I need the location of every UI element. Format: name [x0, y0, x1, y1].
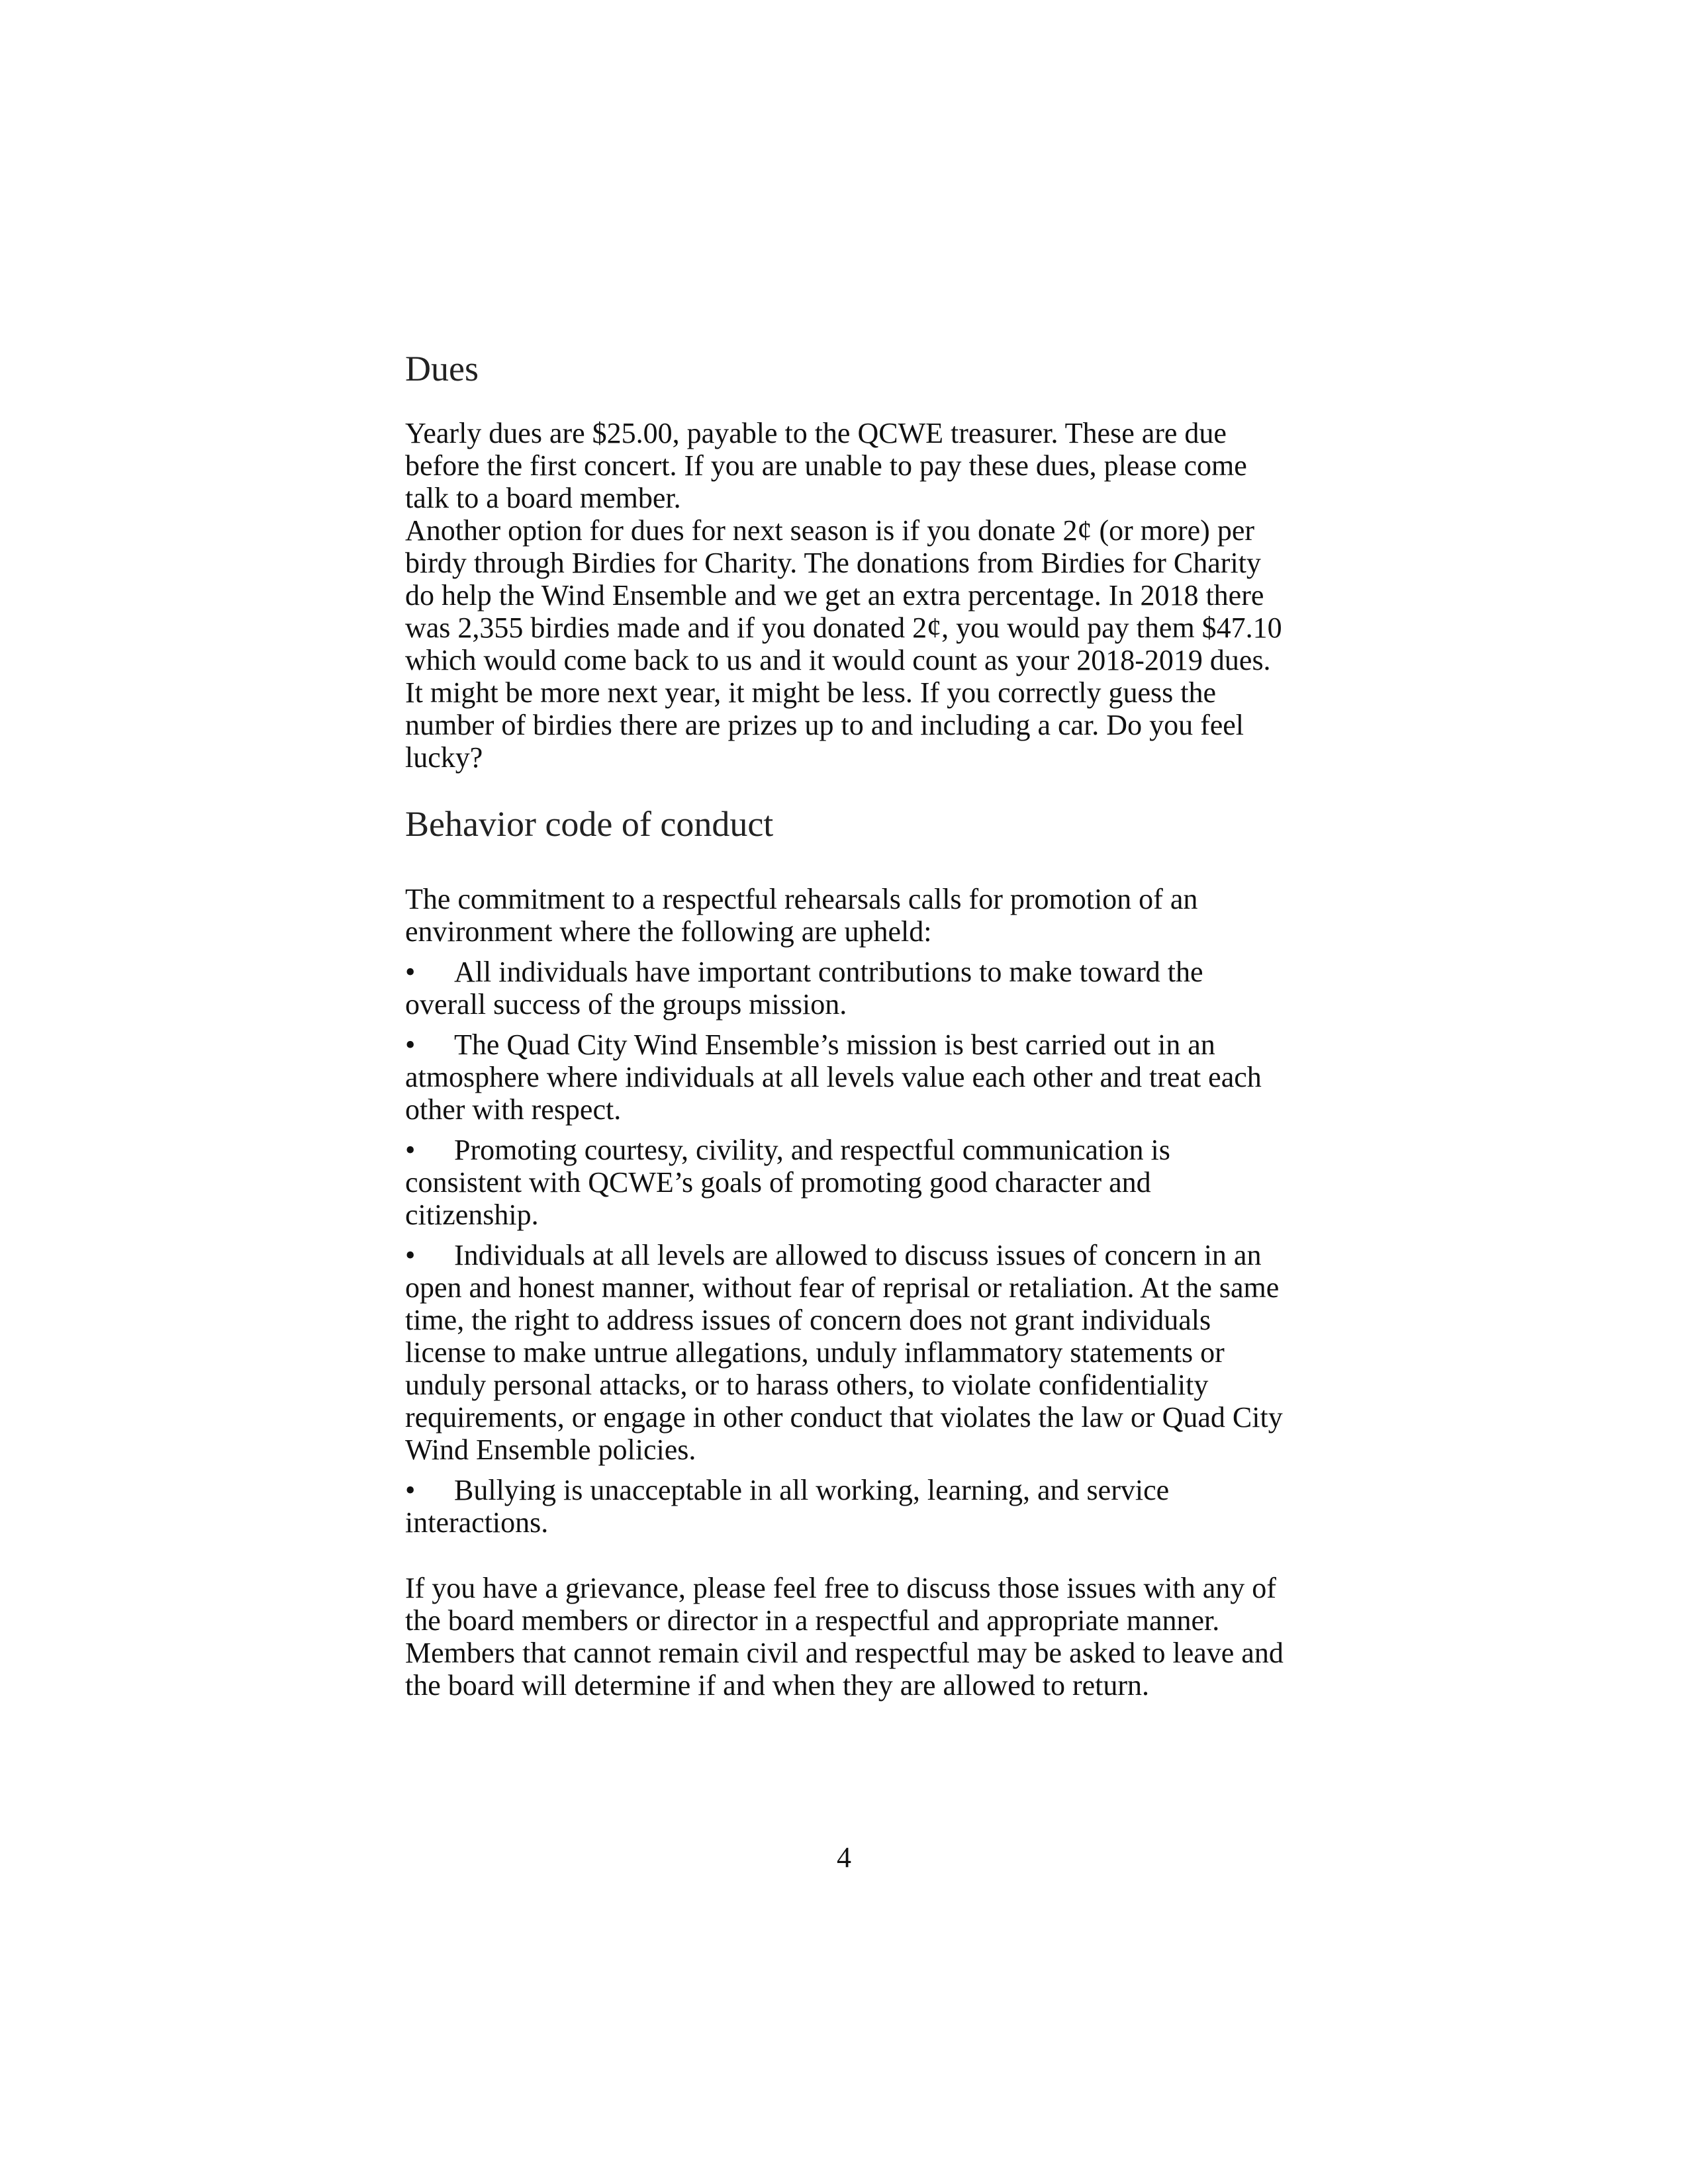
list-item [405, 1028, 1286, 1126]
list-item-text: Promoting courtesy, civility, and respectful communication is consistent with QCWE’s goals of promoting good character and citizenship. [405, 1133, 1170, 1231]
list-item-text: The Quad City Wind Ensemble’s mission is best carried out in an atmosphere where individuals at all levels value each other and treat each other with respect. [405, 1028, 1262, 1126]
dues-heading: Dues [405, 349, 479, 388]
list-item [405, 1134, 1286, 1231]
behavior-heading: Behavior code of conduct [405, 803, 774, 844]
bullet-icon: • [405, 955, 416, 988]
bullet-icon: • [405, 1473, 416, 1506]
list-item [405, 1474, 1286, 1539]
page-number: 4 [837, 1841, 851, 1874]
page-content [405, 347, 1286, 1702]
list-item [405, 956, 1286, 1021]
bullet-icon: • [405, 1133, 416, 1166]
list-item [405, 1239, 1286, 1466]
list-item-text: All individuals have important contributions to make toward the overall success of the groups mission. [405, 955, 1203, 1021]
bullet-icon: • [405, 1238, 416, 1271]
list-item-text: Bullying is unacceptable in all working, learning, and service interactions. [405, 1473, 1170, 1539]
grievance-paragraph: If you have a grievance, please feel free to discuss those issues with any of the board members or director in a respectful and appropriate manner. Members that cannot remain civil and respectful may be asked to leave and the board will determine if and when they are allowed to return. [405, 1571, 1284, 1702]
dues-paragraph-2: Another option for dues for next season is if you donate 2¢ (or more) per birdy through Birdies for Charity. The donations from Birdies for Charity do help the Wind Ensemble and we get an extra percentage. In 2018 there was 2,355 birdies made and if you donated 2¢, you would pay them $47.10 which would come back to us and it would count as your 2018-2019 dues. It might be more next year, it might be less. If you correctly guess the number of birdies there are prizes up to and including a car. Do you feel lucky? [405, 514, 1282, 774]
list-item-text: Individuals at all levels are allowed to discuss issues of concern in an open and honest manner, without fear of reprisal or retaliation. At the same time, the right to address issues of concern does not grant individuals license to make untrue allegations, unduly inflammatory statements or unduly personal attacks, or to harass others, to violate confidentiality requirements, or engage in other conduct that violates the law or Quad City Wind Ensemble policies. [405, 1238, 1283, 1466]
bullet-icon: • [405, 1028, 416, 1061]
behavior-intro: The commitment to a respectful rehearsals calls for promotion of an environment where the following are upheld: [405, 882, 1198, 948]
dues-paragraph-1: Yearly dues are $25.00, payable to the QCWE treasurer. These are due before the first concert. If you are unable to pay these dues, please come talk to a board member. [405, 416, 1247, 514]
conduct-bullet-list [405, 956, 1286, 1539]
